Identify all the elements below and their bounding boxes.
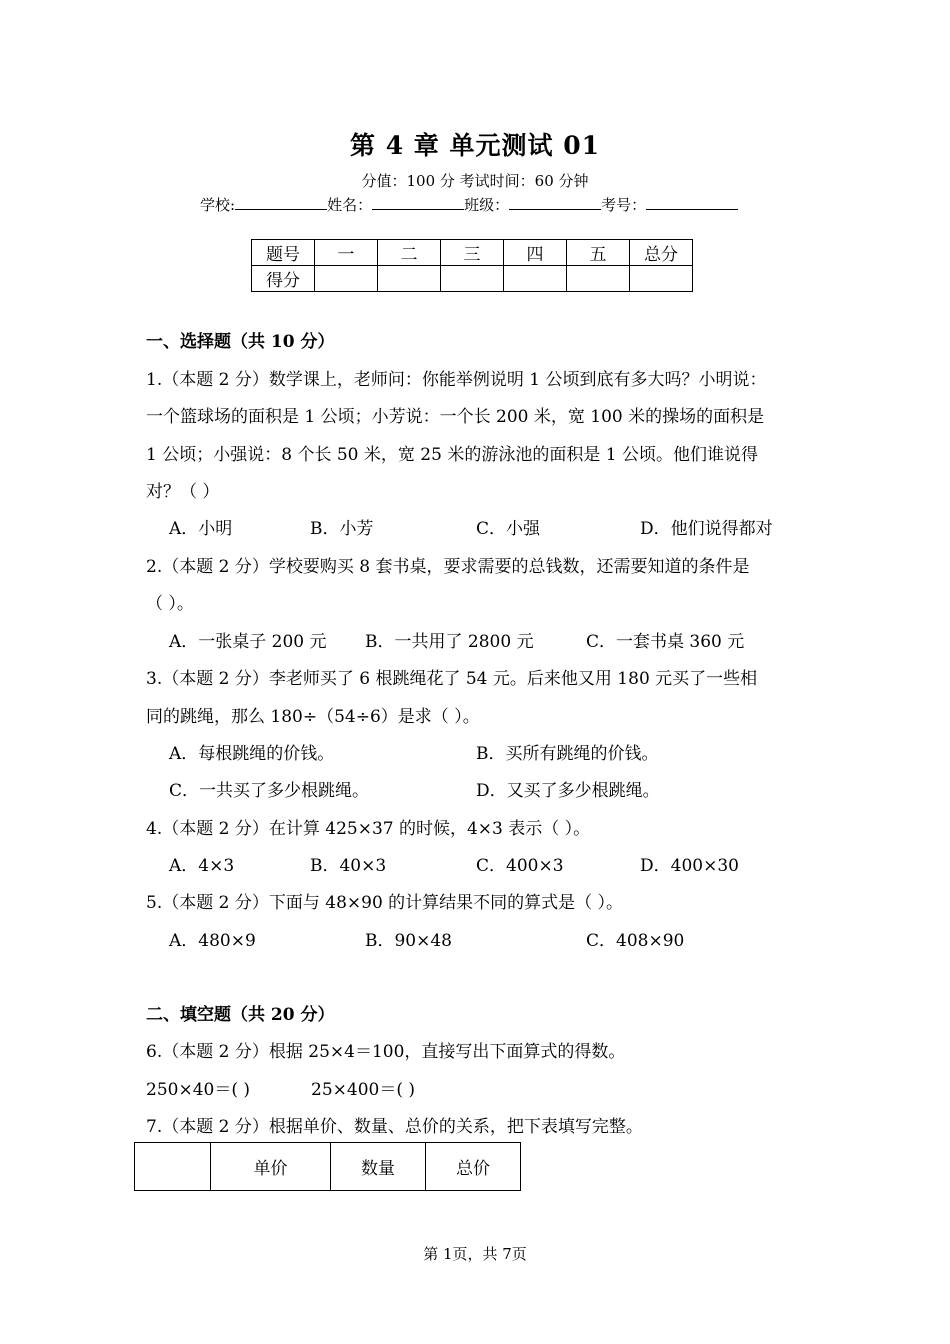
- score-cell: 五: [567, 240, 630, 266]
- question-line: 5.（本题 2 分）下面与 48×90 的计算结果不同的算式是（ ）。: [146, 893, 624, 913]
- section-heading: 一、选择题（共 10 分）: [146, 332, 335, 352]
- option[interactable]: C．一套书桌 360 元: [586, 632, 745, 652]
- question-line: （ ）。: [146, 594, 194, 614]
- option[interactable]: B．90×48: [365, 931, 453, 951]
- exam-meta: 分值：100 分 考试时间：60 分钟: [361, 172, 589, 190]
- price-header-cell: 总价: [426, 1143, 521, 1191]
- option[interactable]: C．一共买了多少根跳绳。: [169, 781, 370, 801]
- class-label: 班级：: [464, 196, 510, 214]
- option[interactable]: B．小芳: [310, 519, 374, 539]
- option[interactable]: C．408×90: [586, 931, 685, 951]
- question-line: 7.（本题 2 分）根据单价、数量、总价的关系，把下表填写完整。: [146, 1117, 643, 1137]
- school-blank[interactable]: [235, 195, 327, 210]
- score-cell: 总分: [630, 240, 693, 266]
- question-line: 6.（本题 2 分）根据 25×4＝100，直接写出下面算式的得数。: [146, 1042, 626, 1062]
- score-input-cell[interactable]: [315, 266, 378, 292]
- score-cell: 得分: [252, 266, 315, 292]
- fill-item[interactable]: 250×40＝( ): [146, 1080, 250, 1100]
- option[interactable]: A．一张桌子 200 元: [169, 632, 327, 652]
- name-blank[interactable]: [372, 195, 464, 210]
- name-label: 姓名：: [327, 196, 373, 214]
- class-blank[interactable]: [509, 195, 601, 210]
- option[interactable]: A．小明: [169, 519, 233, 539]
- question-line: 3.（本题 2 分）李老师买了 6 根跳绳花了 54 元。后来他又用 180 元买了一些相: [146, 669, 758, 689]
- section-heading: 二、填空题（共 20 分）: [146, 1005, 335, 1025]
- option[interactable]: A．4×3: [169, 856, 235, 876]
- question-line: 1.（本题 2 分）数学课上，老师问：你能举例说明 1 公顷到底有多大吗？小明说：: [146, 370, 767, 390]
- question-line: 2.（本题 2 分）学校要购买 8 套书桌，要求需要的总钱数，还需要知道的条件是: [146, 557, 750, 577]
- page-footer: 第 1页，共 7页: [423, 1245, 527, 1263]
- page-title: 第 4 章 单元测试 01: [349, 131, 600, 160]
- score-value-row: [252, 266, 693, 292]
- option[interactable]: A．480×9: [169, 931, 256, 951]
- score-cell: 一: [315, 240, 378, 266]
- score-input-cell[interactable]: [441, 266, 504, 292]
- option[interactable]: B．买所有跳绳的价钱。: [476, 744, 659, 764]
- school-label: 学校:: [200, 196, 236, 214]
- option[interactable]: C．小强: [476, 519, 541, 539]
- price-header-cell: 数量: [331, 1143, 426, 1191]
- score-cell: 题号: [252, 240, 315, 266]
- score-table: [251, 239, 693, 292]
- score-input-cell[interactable]: [504, 266, 567, 292]
- student-info-line: [200, 194, 738, 215]
- question-line: 同的跳绳，那么 180÷（54÷6）是求（ ）。: [146, 707, 480, 727]
- question-line: 对？（ ）: [146, 482, 220, 502]
- price-header-row: [135, 1143, 521, 1191]
- score-input-cell[interactable]: [630, 266, 693, 292]
- exam-no-blank[interactable]: [646, 195, 738, 210]
- price-header-cell: [135, 1143, 211, 1191]
- option[interactable]: B．40×3: [310, 856, 387, 876]
- option[interactable]: D．又买了多少根跳绳。: [476, 781, 660, 801]
- fill-item[interactable]: 25×400＝( ): [311, 1080, 415, 1100]
- option[interactable]: C．400×3: [476, 856, 564, 876]
- question-line: 4.（本题 2 分）在计算 425×37 的时候，4×3 表示（ ）。: [146, 819, 591, 839]
- score-header-row: [252, 240, 693, 266]
- question-line: 1 公顷；小强说：8 个长 50 米，宽 25 米的游泳池的面积是 1 公顷。他们谁说得: [146, 445, 758, 465]
- option[interactable]: D．他们说得都对: [640, 519, 773, 539]
- score-input-cell[interactable]: [567, 266, 630, 292]
- option[interactable]: D．400×30: [640, 856, 739, 876]
- option[interactable]: A．每根跳绳的价钱。: [169, 744, 335, 764]
- exam-no-label: 考号：: [601, 196, 647, 214]
- price-table: [134, 1142, 521, 1191]
- score-cell: 三: [441, 240, 504, 266]
- option[interactable]: B．一共用了 2800 元: [365, 632, 534, 652]
- score-input-cell[interactable]: [378, 266, 441, 292]
- score-cell: 二: [378, 240, 441, 266]
- price-header-cell: 单价: [211, 1143, 331, 1191]
- question-line: 一个篮球场的面积是 1 公顷；小芳说：一个长 200 米，宽 100 米的操场的面积是: [146, 407, 765, 427]
- score-cell: 四: [504, 240, 567, 266]
